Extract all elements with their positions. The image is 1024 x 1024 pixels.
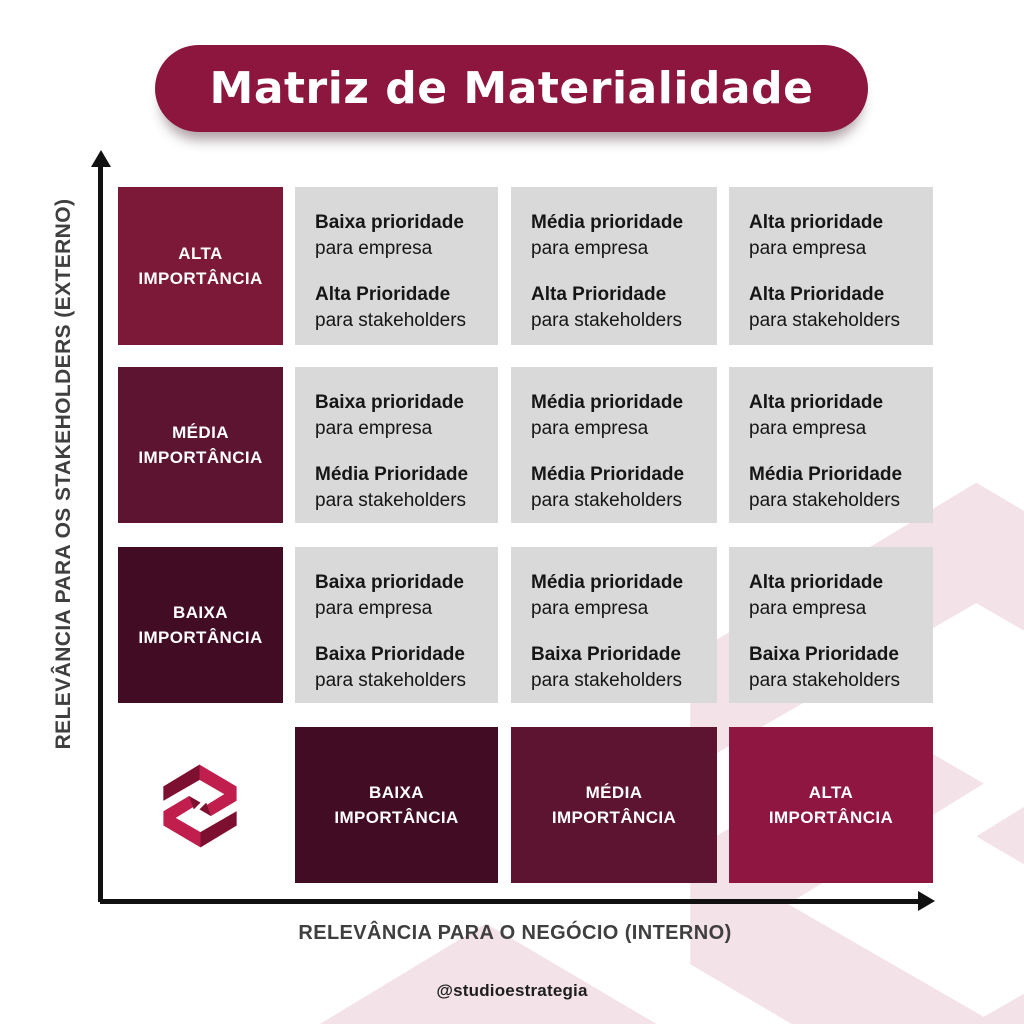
company-priority: Alta prioridade — [749, 572, 884, 593]
y-axis-label: RELEVÂNCIA PARA OS STAKEHOLDERS (EXTERNO) — [52, 198, 75, 750]
matrix-cell-r2-c3 — [729, 367, 933, 523]
col-header-line: BAIXA — [369, 782, 424, 802]
x-axis-label: RELEVÂNCIA PARA O NEGÓCIO (INTERNO) — [298, 922, 732, 944]
matrix-cell-r3-c3 — [729, 547, 933, 703]
company-priority-sub: para empresa — [315, 597, 433, 619]
matrix-cell-r3-c2 — [511, 547, 717, 703]
stakeholder-priority-sub: para stakeholders — [749, 489, 901, 511]
stakeholder-priority-sub: para stakeholders — [749, 669, 901, 691]
stakeholder-priority-sub: para stakeholders — [749, 309, 901, 331]
stakeholder-priority: Alta Prioridade — [315, 284, 451, 306]
row-header-line: IMPORTÂNCIA — [138, 269, 263, 288]
company-priority: Média prioridade — [531, 212, 684, 233]
col-header-line: ALTA — [808, 782, 854, 802]
stakeholder-priority: Alta Prioridade — [531, 284, 667, 306]
company-priority-sub: para empresa — [315, 417, 433, 439]
stakeholder-priority: Baixa Prioridade — [531, 644, 681, 666]
company-priority: Baixa prioridade — [315, 572, 464, 593]
stakeholder-priority: Baixa Prioridade — [749, 644, 899, 666]
stakeholder-priority: Alta Prioridade — [749, 284, 885, 306]
col-header-line: IMPORTÂNCIA — [768, 808, 894, 827]
y-axis-arrowhead-icon — [91, 150, 111, 167]
row-header-alta-importancia — [118, 187, 283, 345]
stakeholder-priority-sub: para stakeholders — [315, 489, 467, 511]
company-priority-sub: para empresa — [531, 597, 649, 619]
company-priority-sub: para empresa — [315, 237, 433, 259]
row-header-line: IMPORTÂNCIA — [138, 448, 263, 467]
company-priority-sub: para empresa — [531, 417, 649, 439]
matrix-cell-r1-c3 — [729, 187, 933, 345]
col-header-line: IMPORTÂNCIA — [551, 808, 677, 827]
stakeholder-priority-sub: para stakeholders — [315, 309, 467, 331]
social-handle: @studioestrategia — [436, 981, 588, 1000]
company-priority: Média prioridade — [531, 572, 684, 593]
company-priority-sub: para empresa — [531, 237, 649, 259]
col-header-alta-importancia — [729, 727, 933, 883]
col-header-line: IMPORTÂNCIA — [334, 808, 459, 827]
matrix-cell-r2-c2 — [511, 367, 717, 523]
x-axis-arrowhead-icon — [918, 891, 935, 911]
page-title: Matriz de Materialidade — [209, 63, 814, 114]
row-header-line: MÉDIA — [172, 422, 229, 442]
company-priority: Média prioridade — [531, 392, 684, 413]
company-priority: Baixa prioridade — [315, 392, 464, 413]
row-header-line: IMPORTÂNCIA — [138, 628, 263, 647]
col-header-media-importancia — [511, 727, 717, 883]
stakeholder-priority-sub: para stakeholders — [531, 489, 683, 511]
matrix-cell-r2-c1 — [295, 367, 498, 523]
stakeholder-priority-sub: para stakeholders — [531, 309, 683, 331]
stakeholder-priority: Baixa Prioridade — [315, 644, 465, 666]
matrix-cell-r3-c1 — [295, 547, 498, 703]
title-banner — [155, 45, 868, 132]
x-axis-line — [100, 899, 922, 904]
stakeholder-priority: Média Prioridade — [315, 464, 469, 486]
stakeholder-priority: Média Prioridade — [749, 464, 903, 486]
company-priority-sub: para empresa — [749, 417, 867, 439]
company-priority: Alta prioridade — [749, 212, 884, 233]
row-header-media-importancia — [118, 367, 283, 523]
matrix-cell-r1-c2 — [511, 187, 717, 345]
stakeholder-priority: Média Prioridade — [531, 464, 685, 486]
row-header-baixa-importancia — [118, 547, 283, 703]
stakeholder-priority-sub: para stakeholders — [531, 669, 683, 691]
col-header-line: MÉDIA — [585, 782, 643, 802]
company-priority-sub: para empresa — [749, 597, 867, 619]
company-priority: Alta prioridade — [749, 392, 884, 413]
studio-estrategia-logo — [152, 756, 248, 856]
row-header-line: BAIXA — [173, 602, 228, 622]
stakeholder-priority-sub: para stakeholders — [315, 669, 467, 691]
y-axis-line — [98, 160, 103, 902]
company-priority-sub: para empresa — [749, 237, 867, 259]
col-header-baixa-importancia — [295, 727, 498, 883]
row-header-line: ALTA — [178, 243, 223, 263]
company-priority: Baixa prioridade — [315, 212, 464, 233]
matrix-cell-r1-c1 — [295, 187, 498, 345]
